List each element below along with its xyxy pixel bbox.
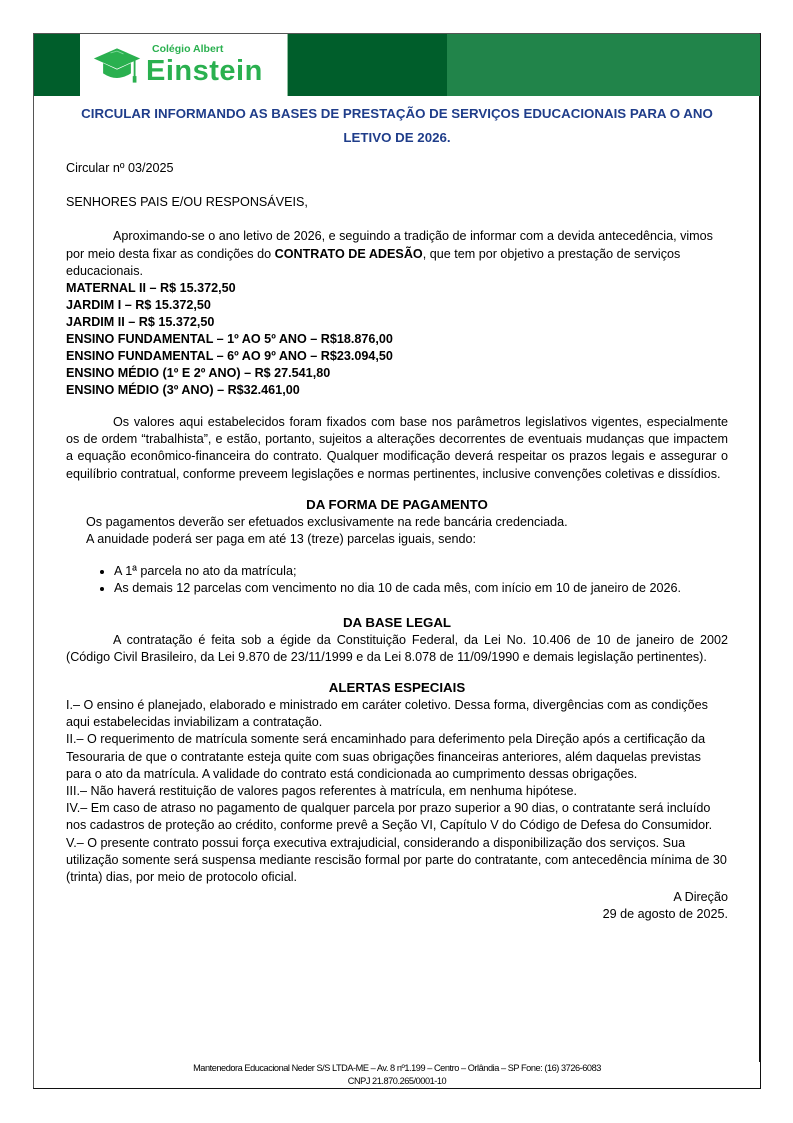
- price-item: ENSINO MÉDIO (3º ANO) – R$32.461,00: [66, 383, 300, 398]
- signature-block: [66, 889, 728, 923]
- logo-text-small: Colégio Albert: [152, 43, 224, 55]
- payment-line: A anuidade poderá ser paga em até 13 (treze) parcelas iguais, sendo:: [86, 532, 476, 547]
- letterhead-banner: [34, 34, 760, 96]
- document-title-line-2: LETIVO DE 2026.: [343, 130, 451, 145]
- intro-paragraph: [66, 228, 728, 280]
- installment-item: • A 1ª parcela no ato da matrícula;: [114, 563, 728, 580]
- footer-address: Mantenedora Educacional Neder S/S LTDA-ME – Av. 8 nº1.199 – Centro – Orlândia – SP Fone: (16) 3726-6083: [193, 1063, 601, 1073]
- installment-item: • As demais 12 parcelas com vencimento no dia 10 de cada mês, com início em 10 de janeiro de 2026.: [114, 580, 728, 597]
- logo-wordmark: [146, 43, 263, 87]
- alert-item: I.– O ensino é planejado, elaborado e ministrado em caráter coletivo. Dessa forma, divergências com as condições aqui estabelecidas inviabilizam a contratação.: [66, 698, 708, 730]
- alert-item: II.– O requerimento de matrícula somente será encaminhado para deferimento pela Direção após a certificação da Tesouraria de que o contratante esteja quite com suas obrigações financeiras anteriores, além daquelas previstas para o ato da matrícula. A validade do contrato está condicionada ao cumprimento dessas obrigações.: [66, 732, 706, 781]
- price-item: MATERNAL II – R$ 15.372,50: [66, 281, 236, 296]
- alert-item: V.– O presente contrato possui força executiva extrajudicial, considerando a disponibilização dos serviços. Sua utilização somente será suspensa mediante rescisão formal por parte do contratante, com antecedência mínima de 30 (trinta) dias, por meio de protocolo oficial.: [66, 835, 727, 885]
- letterhead-footer: [34, 1062, 760, 1088]
- banner-dark-block-middle: [287, 34, 447, 96]
- banner-dark-block-left: [34, 34, 80, 96]
- price-item: ENSINO FUNDAMENTAL – 6º AO 9º ANO – R$23.094,50: [66, 349, 393, 364]
- graduation-cap-icon: [92, 45, 142, 85]
- footer-cnpj: CNPJ 21.870.265/0001-10: [347, 1076, 447, 1086]
- price-item: ENSINO FUNDAMENTAL – 1º AO 5º ANO – R$18.876,00: [66, 332, 393, 347]
- salutation: SENHORES PAIS E/OU RESPONSÁVEIS,: [66, 195, 308, 210]
- document-body: [66, 100, 728, 924]
- special-alerts-list: [66, 697, 728, 886]
- price-item: JARDIM II – R$ 15.372,50: [66, 315, 215, 330]
- contract-name: CONTRATO DE ADESÃO: [274, 246, 423, 261]
- signer: A Direção: [673, 890, 728, 905]
- payment-line: Os pagamentos deverão ser efetuados exclusivamente na rede bancária credenciada.: [86, 514, 568, 529]
- logo-text-big: Einstein: [146, 55, 263, 87]
- price-item: JARDIM I – R$ 15.372,50: [66, 298, 211, 313]
- alert-item: III.– Não haverá restituição de valores pagos referentes à matrícula, em nenhuma hipótese.: [66, 784, 578, 799]
- payment-heading: DA FORMA DE PAGAMENTO: [306, 496, 488, 512]
- circular-number: Circular nº 03/2025: [66, 161, 174, 175]
- signature-date: 29 de agosto de 2025.: [602, 907, 728, 922]
- legal-basis-heading: DA BASE LEGAL: [342, 614, 452, 630]
- tuition-price-list: [66, 280, 728, 399]
- document-title-line-1: CIRCULAR INFORMANDO AS BASES DE PRESTAÇÃO DE SERVIÇOS EDUCACIONAIS PARA O ANO: [81, 106, 713, 121]
- price-item: ENSINO MÉDIO (1º E 2º ANO) – R$ 27.541,80: [66, 366, 331, 381]
- school-logo: [80, 34, 287, 96]
- payment-text: [66, 514, 728, 548]
- alert-item: IV.– Em caso de atraso no pagamento de qualquer parcela por prazo superior a 90 dias, o contratante será incluído nos cadastros de proteção ao crédito, conforme prevê a Seção VI, Capítulo V do Código de Defesa do Consumidor.: [66, 801, 713, 833]
- legal-basis-paragraph: A contratação é feita sob a égide da Constituição Federal, da Lei No. 10.406 de 10 de janeiro de 2002 (Código Civil Brasileiro, da Lei 9.870 de 23/11/1999 e da Lei 8.078 de 11/09/1990 e demais legislação pertinentes).: [66, 632, 728, 664]
- special-alerts-heading: ALERTAS ESPECIAIS: [328, 680, 466, 696]
- values-paragraph: Os valores aqui estabelecidos foram fixados com base nos parâmetros legislativos vigentes, especialmente os de ordem “trabalhista”, e estão, portanto, sujeitos a alterações decorrentes de eventuais mudanças que impactem a equação econômico-financeira do contrato. Qualquer modificação deverá respeitar os prazos legais e assegurar o equilíbrio contratual, conforme preveem legislações e normas pertinentes, inclusive convenções coletivas e dissídios.: [66, 415, 728, 481]
- intro-text-start: Aproximando-se o ano letivo de 2026, e seguindo a tradição de informar com a devida antecedência, vimos por meio desta fixar as condições do: [66, 229, 713, 261]
- intro-text-end: , que tem por objetivo a prestação de serviços educacionais.: [66, 246, 681, 278]
- installment-list: [66, 563, 728, 597]
- banner-light-block: [447, 34, 760, 96]
